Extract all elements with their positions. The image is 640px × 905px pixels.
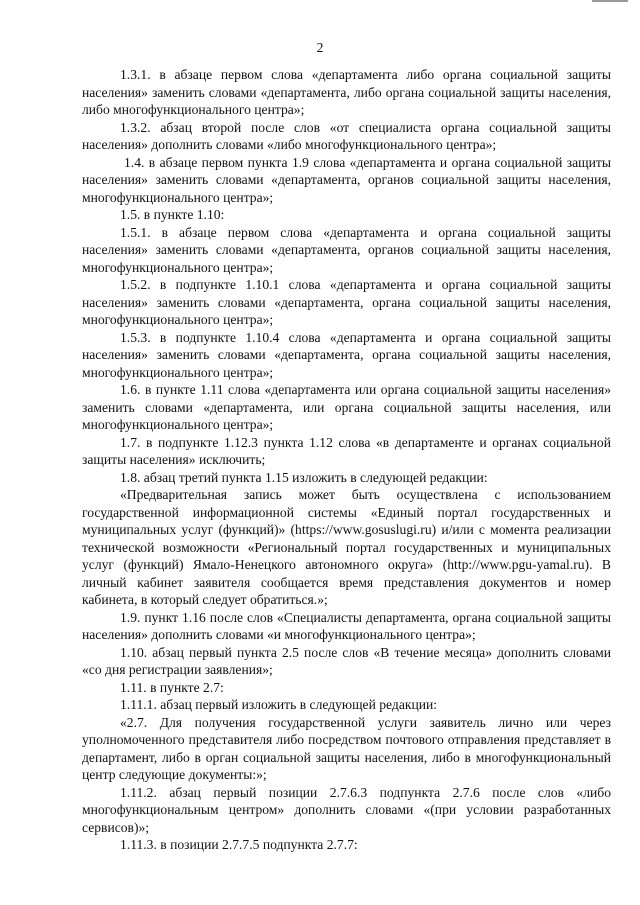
paragraph-1-8: 1.8. абзац третий пункта 1.15 изложить в следующей редакции: <box>120 469 488 485</box>
paragraph-1-5-2: 1.5.2. в подпункте 1.10.1 слова «департамента и органа социальной защиты населения» заменить словами «департамента, органа социальной защиты населения, многофункционального центра»; <box>82 277 611 327</box>
page-number: 2 <box>316 40 324 55</box>
paragraph-1-5: 1.5. в пункте 1.10: <box>120 207 225 222</box>
paragraph-1-11-1: 1.11.1. абзац первый изложить в следующей редакции: <box>120 697 438 712</box>
paragraph-1-6: 1.6. в пункте 1.11 слова «департамента или органа социальной защиты населения» заменить словами «департамента, или органа социальной защиты населения, или многофункционального центра»; <box>82 382 611 432</box>
paragraph-1-11-3: 1.11.3. в позиции 2.7.7.5 подпункта 2.7.7: <box>120 837 358 852</box>
document-body <box>82 66 611 854</box>
paragraph-quote-2-7: «2.7. Для получения государственной услуги заявитель лично или через уполномоченного представителя либо посредством почтового отправления представляет в департамент, либо в орган социальной защиты населения, либо в многофункциональный центр следующие документы:»; <box>82 714 611 782</box>
scan-edge-mark <box>592 0 628 2</box>
paragraph-1-5-3: 1.5.3. в подпункте 1.10.4 слова «департамента и органа социальной защиты населения» заменить словами «департамента, органа социальной защиты населения, многофункционального центра»; <box>82 329 611 380</box>
paragraph-1-3-1: 1.3.1. в абзаце первом слова «департамента либо органа социальной защиты населения» заменить словами «департамента, либо органа социальной защиты населения, либо многофункционального центра»; <box>82 67 611 117</box>
paragraph-1-9: 1.9. пункт 1.16 после слов «Специалисты департамента, органа социальной защиты населения» дополнить словами «и многофункционального центра»; <box>82 609 611 642</box>
paragraph-1-10: 1.10. абзац первый пункта 2.5 после слов «В течение месяца» дополнить словами «со дня регистрации заявления»; <box>82 644 611 677</box>
paragraph-quote-1-15: «Предварительная запись может быть осуществлена с использованием государственной информационной системы «Единый портал государственных и муниципальных услуг (функций)» (https://www.gosuslugi.ru) и/или с момента реализации технической возможности «Региональный портал государственных и муниципальных услуг (функций) Ямало-Ненецкого автономного округа» (http://www.pgu-yamal.ru). В личный кабинет заявителя сообщается время представления документов и номер кабинета, в который следует обратиться.»; <box>82 487 611 607</box>
paragraph-1-11: 1.11. в пункте 2.7: <box>120 679 224 695</box>
paragraph-1-4: 1.4. в абзаце первом пункта 1.9 слова «департамента и органа социальной защиты населения» заменить словами «департамента, органов социальной защиты населения, многофункционального центра»; <box>82 154 611 205</box>
paragraph-1-5-1: 1.5.1. в абзаце первом слова «департамента и органа социальной защиты населения» заменить словами «департамента, органов социальной защиты населения, многофункционального центра»; <box>82 224 611 275</box>
paragraph-1-7: 1.7. в подпункте 1.12.3 пункта 1.12 слова «в департаменте и органах социальной защиты населения» исключить; <box>82 434 611 467</box>
paragraph-1-3-2: 1.3.2. абзац второй после слов «от специалиста органа социальной защиты населения» дополнить словами «либо многофункционального центра»; <box>82 119 611 152</box>
paragraph-1-11-2: 1.11.2. абзац первый позиции 2.7.6.3 подпункта 2.7.6 после слов «либо многофункциональным центром» дополнить словами «(при условии разработанных сервисов)»; <box>82 784 611 835</box>
